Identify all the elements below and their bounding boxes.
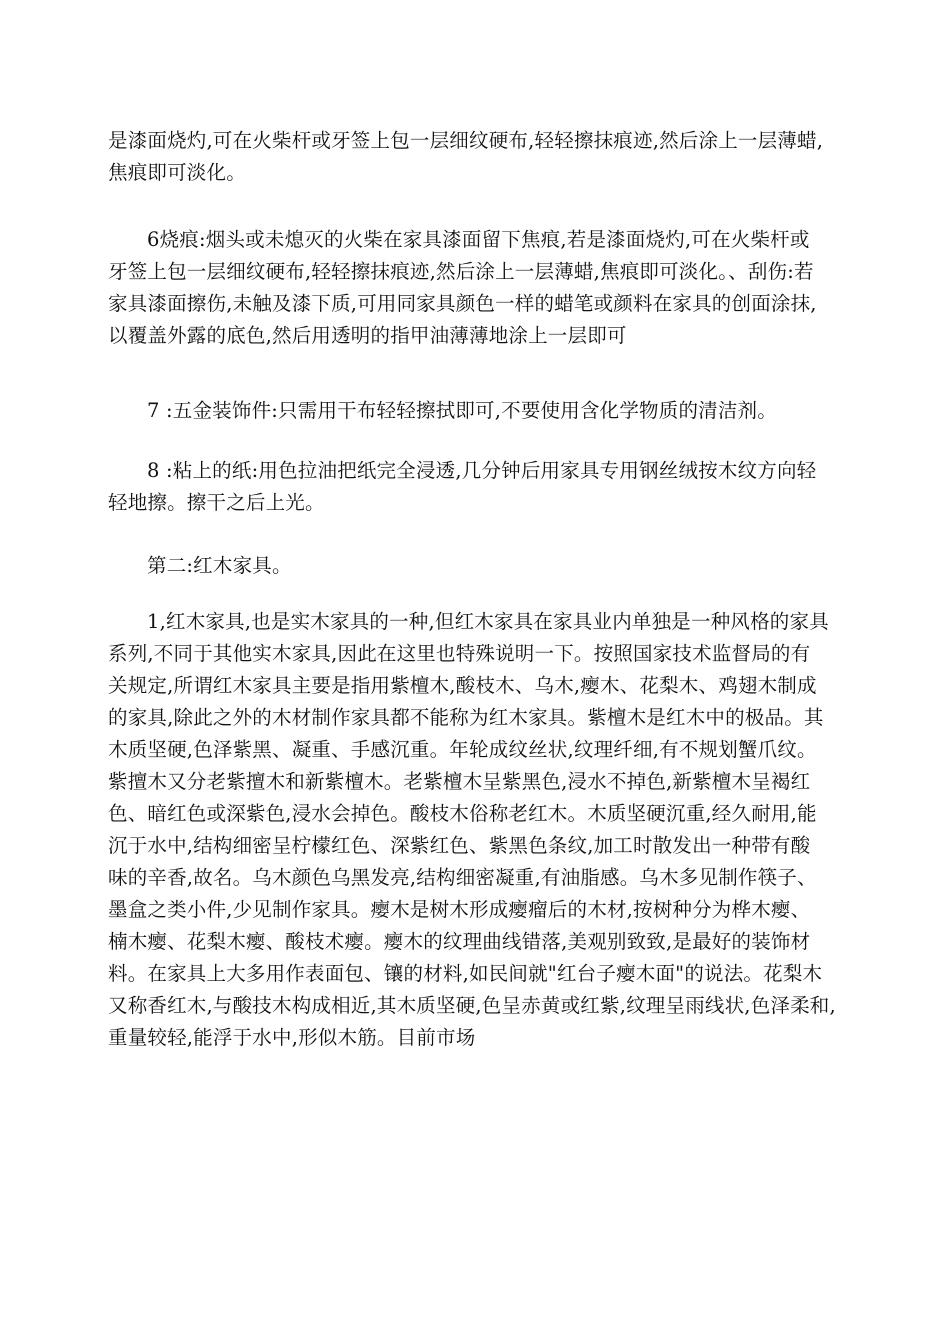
text-line: 轻地擦。擦干之后上光。 — [108, 491, 325, 514]
text-line: 色、暗红色或深紫色,浸水会掉色。酸枝木俗称老红木。木质坚硬沉重,经久耐用,能 — [108, 802, 817, 825]
text-line: 1,红木家具,也是实木家具的一种,但红木家具在家具业内单独是一种风格的家具 — [147, 610, 829, 633]
text-line: 关规定,所谓红木家具主要是指用紫檀木,酸枝木、乌木,瘿木、花梨木、鸡翅木制成 — [108, 674, 817, 697]
text-line: 系列,不同于其他实木家具,因此在这里也特殊说明一下。按照国家技术监督局的有 — [108, 642, 811, 665]
paragraph-rosewood-furniture — [108, 606, 858, 1054]
text-line: 又称香红木,与酸技木构成相近,其木质坚硬,色呈赤黄或红紫,纹理呈雨线状,色泽柔和, — [108, 994, 836, 1017]
text-line: 7 :五金装饰件:只需用干布轻轻擦拭即可,不要使用含化学物质的清洁剂。 — [147, 399, 777, 422]
text-line: 以覆盖外露的底色,然后用透明的指甲油薄薄地涂上一层即可 — [108, 324, 627, 347]
text-line: 墨盒之类小件,少见制作家具。瘿木是树木形成瘿瘤后的木材,按树种分为桦木瘿、 — [108, 898, 811, 921]
text-line: 焦痕即可淡化。 — [108, 161, 246, 184]
text-line: 家具漆面擦伤,未触及漆下质,可用同家具颜色一样的蜡笔或颜料在家具的创面涂抹, — [108, 292, 817, 315]
text-line: 6烧痕:烟头或未熄灭的火柴在家具漆面留下焦痕,若是漆面烧灼,可在火柴杆或 — [147, 228, 810, 251]
text-line: 沉于水中,结构细密呈柠檬红色、深紫红色、紫黑色条纹,加工时散发出一种带有酸 — [108, 834, 811, 857]
text-line: 紫擅木又分老紫擅木和新紫檀木。老紫檀木呈紫黑色,浸水不掉色,新紫檀木呈褐红 — [108, 770, 811, 793]
text-line: 木质坚硬,色泽紫黑、凝重、手感沉重。年轮成纹丝状,纹理纤细,有不规划蟹爪纹。 — [108, 738, 817, 761]
text-line: 是漆面烧灼,可在火柴杆或牙签上包一层细纹硬布,轻轻擦抹痕迹,然后涂上一层薄蜡, — [108, 129, 824, 152]
paragraph-hardware — [108, 395, 858, 427]
text-line: 味的辛香,故名。乌木颜色乌黑发亮,结构细密凝重,有油脂感。乌木多见制作筷子、 — [108, 866, 817, 889]
text-line: 8 :粘上的纸:用色拉油把纸完全浸透,几分钟后用家具专用钢丝绒按木纹方向轻 — [147, 459, 817, 482]
paragraph-burn-continuation — [108, 125, 858, 189]
paragraph-stuck-paper — [108, 455, 858, 519]
section-heading-rosewood — [108, 550, 858, 582]
text-line: 的家具,除此之外的木材制作家具都不能称为红木家具。紫檀木是红木中的极品。其 — [108, 706, 824, 729]
paragraph-burn-marks — [108, 224, 858, 352]
text-line: 楠木瘿、花梨木瘿、酸枝术瘿。瘿木的纹理曲线错落,美观别致致,是最好的装饰材 — [108, 930, 811, 953]
text-line: 第二:红木家具。 — [147, 554, 292, 577]
text-line: 牙签上包一层细纹硬布,轻轻擦抹痕迹,然后涂上一层薄蜡,焦痕即可淡化。、刮伤:若 — [108, 260, 814, 283]
text-line: 料。在家具上大多用作表面包、镶的材料,如民间就"红台子瘿木面"的说法。花梨木 — [108, 962, 823, 985]
text-line: 重量较轻,能浮于水中,形似木筋。目前市场 — [108, 1026, 476, 1049]
